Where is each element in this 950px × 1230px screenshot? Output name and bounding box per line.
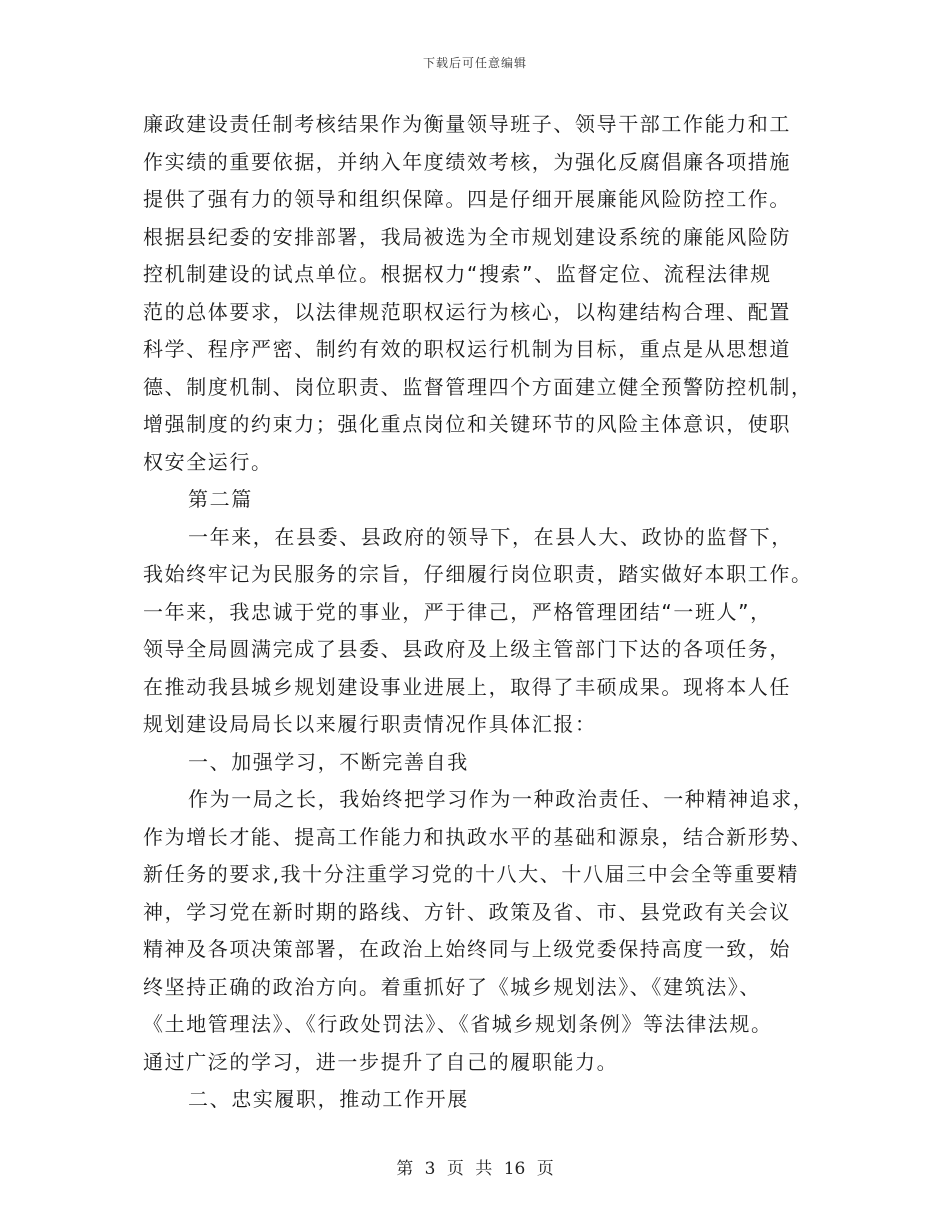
document-body [143, 106, 823, 1119]
section-heading: 第二篇 [188, 487, 253, 511]
text-line: 增强制度的约束力；强化重点岗位和关键环节的风险主体意识，使职 [143, 412, 791, 436]
text-line: 德、制度机制、岗位职责、监督管理四个方面建立健全预警防控机制， [143, 374, 813, 399]
text-line: 《土地管理法》、《行政处罚法》、《省城乡规划条例》等法律法规。 [143, 1012, 773, 1036]
text-line: 在推动我县城乡规划建设事业进展上，取得了丰硕成果。现将本人任 [143, 674, 791, 699]
text-line: 提供了强有力的领导和组织保障。四是仔细开展廉能风险防控工作。 [143, 187, 791, 211]
page-footer: 第 3 页 共 16 页 [396, 1159, 554, 1179]
page-header: 下载后可任意编辑 [422, 56, 527, 70]
text-line: 控机制建设的试点单位。根据权力“搜索”、监督定位、流程法律规 [143, 262, 772, 286]
text-line: 根据县纪委的安排部署，我局被选为全市规划建设系统的廉能风险防 [143, 224, 791, 249]
text-line: 科学、程序严密、制约有效的职权运行机制为目标，重点是从思想道 [143, 337, 791, 361]
text-line: 新任务的要求,我十分注重学习党的十八大、十八届三中会全等重要精 [143, 862, 799, 886]
text-line: 一年来，我忠诚于党的事业，严于律己，严格管理团结“一班人”， [143, 599, 772, 624]
text-line: 我始终牢记为民服务的宗旨，仔细履行岗位职责，踏实做好本职工作。 [143, 562, 813, 586]
subsection-heading: 一、加强学习，不断完善自我 [188, 749, 469, 774]
text-line: 精神及各项决策部署，在政治上始终同与上级党委保持高度一致，始 [143, 937, 791, 961]
text-line: 作为增长才能、提高工作能力和执政水平的基础和源泉，结合新形势、 [143, 824, 813, 849]
text-line: 范的总体要求，以法律规范职权运行为核心，以构建结构合理、配置 [143, 299, 791, 324]
text-line: 廉政建设责任制考核结果作为衡量领导班子、领导干部工作能力和工 [143, 112, 791, 136]
text-line: 终坚持正确的政治方向。着重抓好了《城乡规划法》、《建筑法》、 [143, 974, 761, 999]
paragraph-start: 一年来，在县委、县政府的领导下，在县人大、政协的监督下， [188, 524, 793, 549]
paragraph-start: 作为一局之长，我始终把学习作为一种政治责任、一种精神追求， [188, 787, 815, 811]
text-line: 作实绩的重要依据，并纳入年度绩效考核，为强化反腐倡廉各项措施 [143, 149, 791, 174]
text-line: 领导全局圆满完成了县委、县政府及上级主管部门下达的各项任务， [143, 637, 791, 661]
text-line: 权安全运行。 [143, 449, 273, 474]
text-line: 通过广泛的学习，进一步提升了自己的履职能力。 [143, 1049, 619, 1074]
subsection-heading: 二、忠实履职，推动工作开展 [188, 1087, 469, 1111]
text-line: 神，学习党在新时期的路线、方针、政策及省、市、县党政有关会议 [143, 899, 791, 924]
text-line: 规划建设局局长以来履行职责情况作具体汇报： [143, 712, 597, 736]
